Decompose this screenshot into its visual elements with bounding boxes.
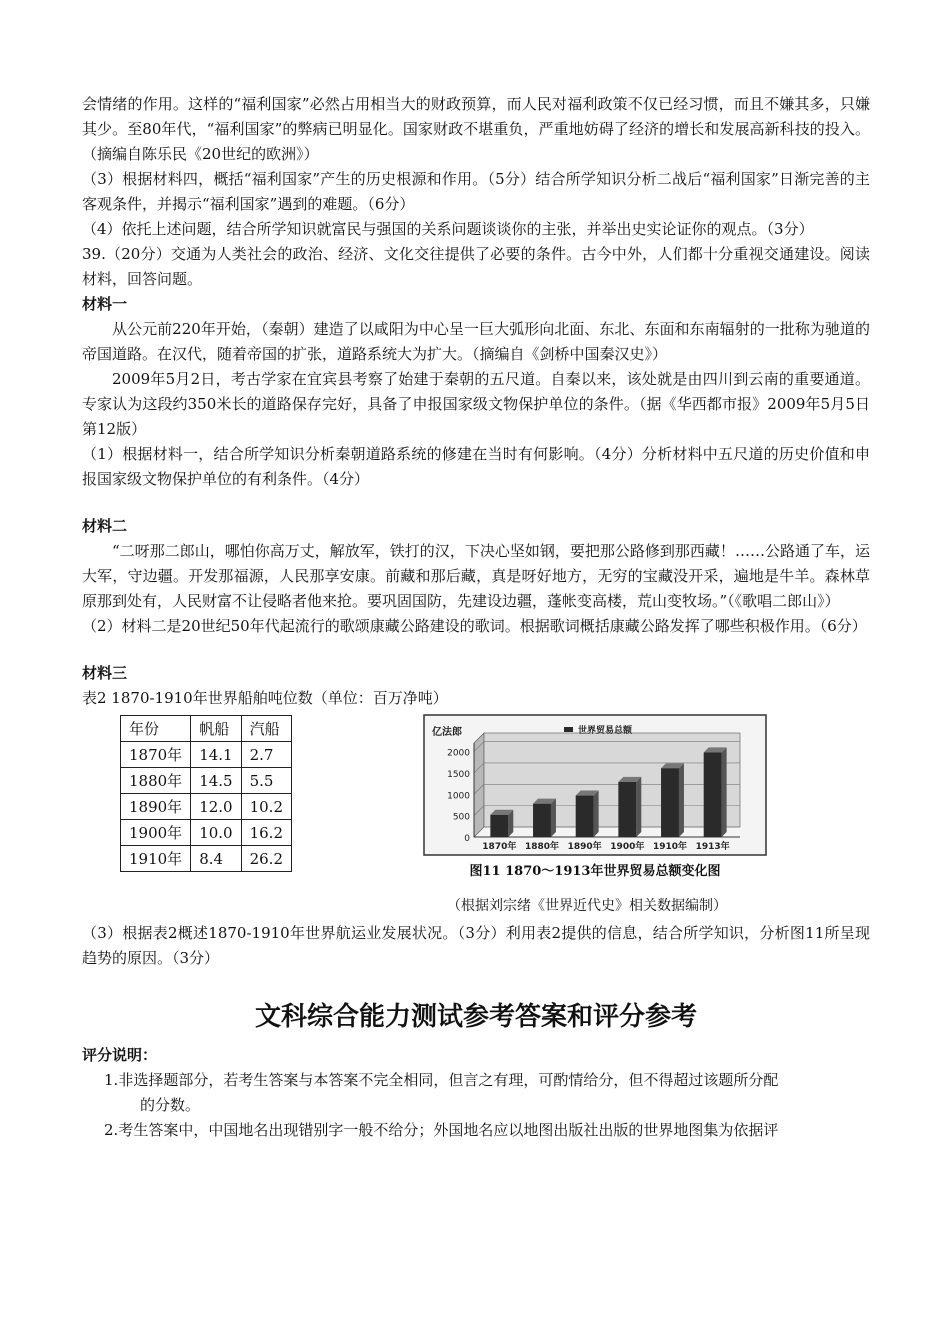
bar (704, 752, 722, 837)
table-row (121, 794, 292, 820)
x-tick-label: 1870年 (482, 842, 517, 852)
scoring-notes-heading: 评分说明： (82, 1046, 158, 1064)
bar (533, 804, 551, 837)
trade-chart (422, 713, 768, 889)
table-row (121, 742, 292, 768)
y-tick-label: 500 (452, 812, 470, 823)
note-text: 非选择题部分，若考生答案与本答案不完全相同，但言之有理，可酌情给分，但不得超过该题所分配 (118, 1071, 779, 1089)
table-cell: 1870年 (121, 742, 191, 768)
chart-back-wall (484, 733, 740, 827)
material-1-paragraph-2: 2009年5月2日，考古学家在宜宾县考察了始建于秦朝的五尺道。自秦以来，该处就是由四川到云南的重要通道。专家认为这段约350米长的道路保存完好，具备了申报国家级文物保护单位的条件。（据《华西都市报》2009年5月5日第12版） (82, 370, 870, 438)
y-tick-label: 2000 (447, 748, 470, 759)
note-number: 1. (104, 1071, 119, 1089)
material-2-lyrics: “二呀那二郎山，哪怕你高万丈，解放军，铁打的汉，下决心坚如钢，要把那公路修到那西藏！……公路通了车，运大军，守边疆。开发那福源，人民那享安康。前藏和那后藏，真是呀好地方，无穷的宝藏没开采，遍地是牛羊。森林草原那到处有，人民财富不让侵略者他来抢。要巩固国防，先建设边疆，蓬帐变高楼，荒山变牧场。”（《歌唱二郎山》） (82, 542, 870, 610)
table-cell: 14.1 (191, 742, 241, 768)
question-4: （4）依托上述问题，结合所学知识就富民与强国的关系问题谈谈你的主张，并举出史实论证你的观点。（3分） (82, 220, 814, 238)
material-1-question: （1）根据材料一，结合所学知识分析秦朝道路系统的修建在当时有何影响。（4分）分析材料中五尺道的历史价值和申报国家级文物保护单位的有利条件。（4分） (82, 445, 870, 488)
bar (661, 768, 679, 837)
table-cell: 26.2 (241, 846, 291, 872)
table-cell: 12.0 (191, 794, 241, 820)
table-cell: 1900年 (121, 820, 191, 846)
ship-tonnage-table (120, 715, 292, 872)
bar-side (679, 763, 684, 837)
y-tick-label: 1000 (447, 791, 470, 802)
material-1-heading: 材料一 (82, 295, 128, 313)
question-3: （3）根据材料四，概括“福利国家”产生的历史根源和作用。（5分）结合所学知识分析二战后“福利国家”日渐完善的主客观条件，并揭示“福利国家”遇到的难题。（6分） (82, 170, 870, 213)
table-cell: 1880年 (121, 768, 191, 794)
table-cell: 16.2 (241, 820, 291, 846)
note-continuation: 的分数。 (140, 1096, 201, 1114)
bar-side (722, 747, 727, 837)
chart-source-note: （根据刘宗绪《世界近代史》相关数据编制） (447, 898, 727, 914)
x-tick-label: 1900年 (610, 842, 645, 852)
table-header-sail: 帆船 (191, 716, 241, 742)
bar-side (594, 791, 599, 837)
legend-swatch (564, 727, 573, 732)
x-tick-label: 1890年 (567, 842, 602, 852)
legend-label: 世界贸易总额 (578, 726, 633, 736)
bar (490, 815, 508, 837)
table-cell: 2.7 (241, 742, 291, 768)
table-cell: 1910年 (121, 846, 191, 872)
table-cell: 10.0 (191, 820, 241, 846)
question-39-intro: 39.（20分）交通为人类社会的政治、经济、文化交往提供了必要的条件。古今中外，人们都十分重视交通建设。阅读材料，回答问题。 (82, 245, 870, 288)
bar-side (551, 799, 556, 837)
bar (618, 782, 636, 837)
x-tick-label: 1913年 (695, 842, 730, 852)
material-3-heading: 材料三 (82, 664, 128, 682)
table-row (121, 846, 292, 872)
table-cell: 10.2 (241, 794, 291, 820)
passage-continued: 会情绪的作用。这样的“福利国家”必然占用相当大的财政预算，而人民对福利政策不仅已经习惯，而且不嫌其多，只嫌其少。至80年代，“福利国家”的弊病已明显化。国家财政不堪重负，严重地妨碍了经济的增长和发展高新科技的投入。（摘编自陈乐民《20世纪的欧洲》） (82, 95, 870, 163)
table-cell: 14.5 (191, 768, 241, 794)
table-cell: 5.5 (241, 768, 291, 794)
scoring-note-2 (82, 1118, 870, 1143)
table-cell: 1890年 (121, 794, 191, 820)
table-caption: 表2 1870-1910年世界船舶吨位数（单位：百万净吨） (82, 689, 448, 707)
table-header-steam: 汽船 (241, 716, 291, 742)
material-3-question: （3）根据表2概述1870-1910年世界航运业发展状况。（3分）利用表2提供的信息，结合所学知识，分析图11所呈现趋势的原因。（3分） (82, 924, 870, 967)
note-number: 2. (104, 1121, 119, 1139)
chart-title: 图11 1870～1913年世界贸易总额变化图 (469, 864, 721, 879)
scoring-note-1 (82, 1068, 870, 1118)
x-tick-label: 1910年 (652, 842, 688, 852)
bar (576, 796, 594, 837)
table-cell: 8.4 (191, 846, 241, 872)
table-header-row (121, 716, 292, 742)
y-tick-label: 1500 (447, 769, 470, 780)
table-row (121, 768, 292, 794)
answer-key-title: 文科综合能力测试参考答案和评分参考 (254, 1002, 697, 1032)
material-1-paragraph-1: 从公元前220年开始，（秦朝）建造了以咸阳为中心呈一巨大弧形向北面、东北、东面和东南辐射的一批称为驰道的帝国道路。在汉代，随着帝国的扩张，道路系统大为扩大。（摘编自《剑桥中国秦汉史》） (82, 320, 870, 363)
chart-side-wall (474, 733, 484, 837)
table-header-year: 年份 (121, 716, 191, 742)
y-axis-label: 亿法郎 (432, 727, 462, 738)
table-row (121, 820, 292, 846)
material-2-question: （2）材料二是20世纪50年代起流行的歌颂康藏公路建设的歌词。根据歌词概括康藏公路发挥了哪些积极作用。（6分） (82, 617, 867, 635)
y-tick-label: 0 (464, 834, 470, 844)
x-tick-label: 1880年 (524, 842, 560, 852)
material-2-heading: 材料二 (82, 517, 128, 535)
note-text: 考生答案中，中国地名出现错别字一般不给分；外国地名应以地图出版社出版的世界地图集为依据评 (118, 1121, 779, 1139)
figure-row (82, 711, 870, 921)
trade-chart-figure (422, 713, 768, 889)
document-page (82, 92, 870, 1143)
bar-side (636, 777, 641, 837)
